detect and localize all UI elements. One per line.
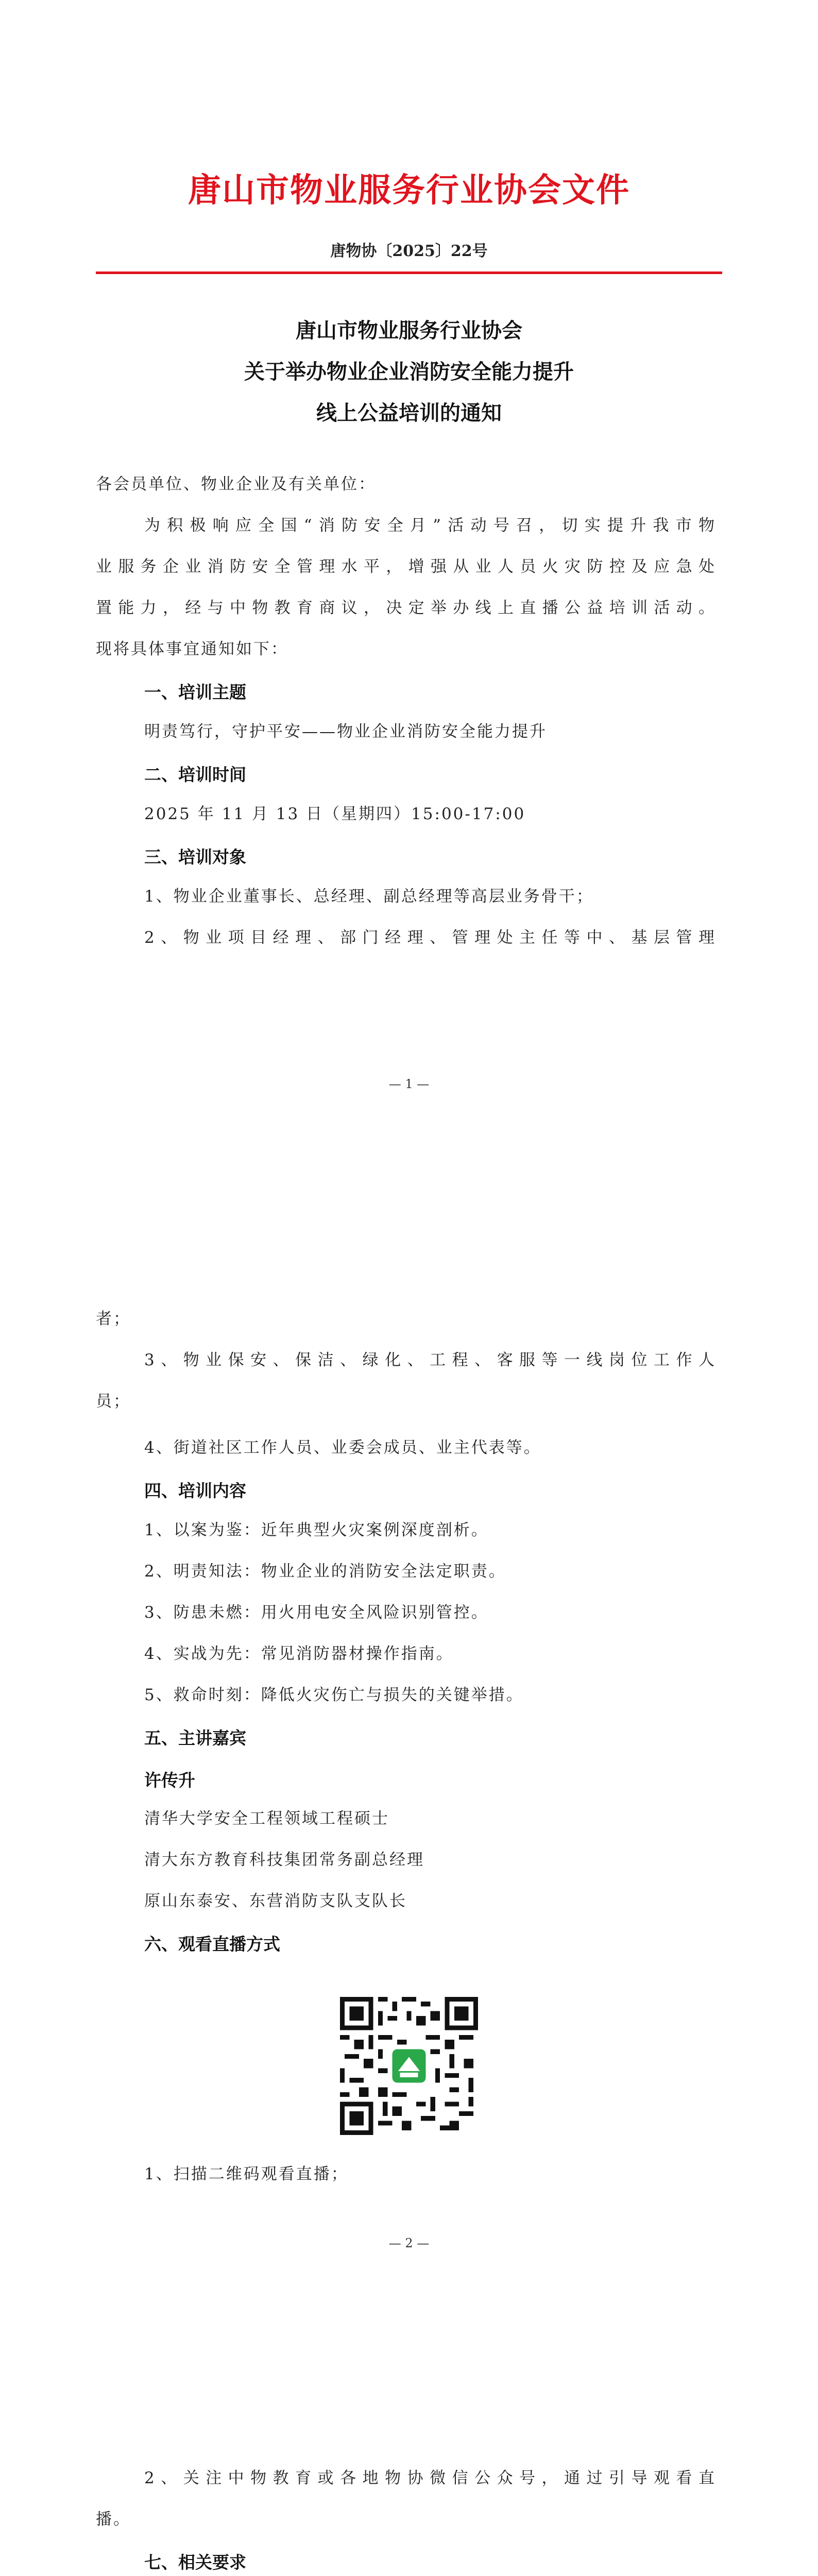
intro-line-3: 置能力，经与中物教育商议，决定举办线上直播公益培训活动。	[96, 599, 716, 617]
content-item-1: 1、以案为鉴：近年典型火灾案例深度剖析。	[144, 1521, 489, 1539]
time-text: 2025 年 11 月 13 日（星期四）15:00-17:00	[144, 805, 526, 823]
audience-item-2-cont: 者；	[96, 1310, 131, 1328]
notice-title-line3: 线上公益培训的通知	[316, 401, 502, 425]
content-item-4: 4、实战为先：常见消防器材操作指南。	[144, 1645, 454, 1663]
topic-text: 明责笃行，守护平安——物业企业消防安全能力提升	[144, 722, 547, 741]
document-number: 唐物协〔2025〕22号	[330, 242, 488, 260]
section-heading-content: 四、培训内容	[144, 1481, 246, 1501]
page-number-2: — 2 —	[388, 2236, 430, 2250]
section-heading-audience: 三、培训对象	[144, 847, 246, 867]
page-number-1: — 1 —	[388, 1077, 430, 1091]
notice-title-line1: 唐山市物业服务行业协会	[296, 318, 522, 343]
audience-item-2: 2、物业项目经理、部门经理、管理处主任等中、基层管理	[144, 928, 716, 947]
content-item-5: 5、救命时刻：降低火灾伤亡与损失的关键举措。	[144, 1686, 524, 1704]
notice-title-line2: 关于举办物业企业消防安全能力提升	[244, 360, 574, 384]
section-heading-time: 二、培训时间	[144, 765, 246, 785]
speaker-name: 许传升	[144, 1770, 195, 1790]
content-item-2: 2、明责知法：物业企业的消防安全法定职责。	[144, 1562, 506, 1581]
audience-item-3-cont: 员；	[96, 1392, 131, 1411]
speaker-bio-1: 清华大学安全工程领域工程硕士	[144, 1809, 389, 1828]
intro-line-4: 现将具体事宜通知如下：	[96, 640, 288, 658]
watch-item-1: 1、扫描二维码观看直播；	[144, 2165, 349, 2183]
section-heading-requirements: 七、相关要求	[144, 2552, 246, 2572]
audience-item-1: 1、物业企业董事长、总经理、副总经理等高层业务骨干；	[144, 887, 594, 906]
speaker-bio-3: 原山东泰安、东营消防支队支队长	[144, 1892, 407, 1910]
header-red-rule	[96, 272, 722, 274]
watch-item-2: 2、关注中物教育或各地物协微信公众号，通过引导观看直	[144, 2469, 716, 2487]
qr-code-icon[interactable]	[340, 1997, 478, 2135]
audience-item-4: 4、街道社区工作人员、业委会成员、业主代表等。	[144, 1438, 541, 1457]
section-heading-speaker: 五、主讲嘉宾	[144, 1728, 246, 1748]
section-heading-topic: 一、培训主题	[144, 682, 246, 702]
audience-item-3: 3、物业保安、保洁、绿化、工程、客服等一线岗位工作人	[144, 1351, 716, 1369]
speaker-bio-2: 清大东方教育科技集团常务副总经理	[144, 1851, 424, 1869]
document-header-title: 唐山市物业服务行业协会文件	[188, 172, 630, 210]
section-heading-watch: 六、观看直播方式	[144, 1934, 280, 1954]
intro-line-1: 为积极响应全国“消防安全月”活动号召，切实提升我市物	[144, 516, 716, 535]
watch-item-2-cont: 播。	[96, 2510, 131, 2529]
intro-line-2: 业服务企业消防安全管理水平，增强从业人员火灾防控及应急处	[96, 557, 716, 576]
content-item-3: 3、防患未燃：用火用电安全风险识别管控。	[144, 1603, 489, 1622]
salutation: 各会员单位、物业企业及有关单位：	[96, 475, 376, 494]
